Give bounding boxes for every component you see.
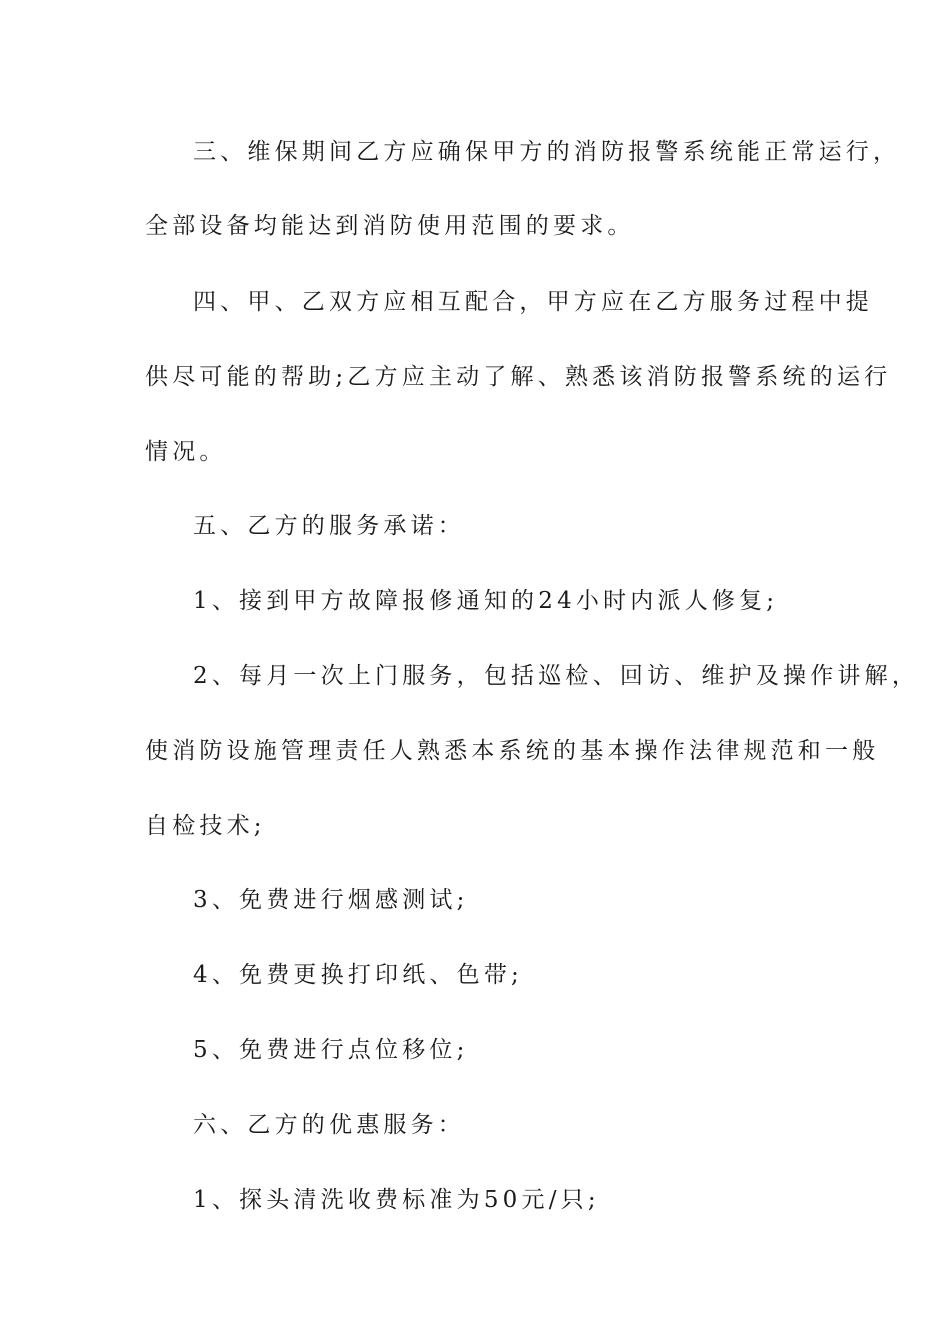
list-item-4: 4、免费更换打印纸、色带; — [193, 962, 523, 988]
list-item-3: 3、免费进行烟感测试; — [193, 887, 469, 913]
section-6-heading: 六、乙方的优惠服务： — [193, 1112, 465, 1138]
paragraph-3-line-2: 全部设备均能达到消防使用范围的要求。 — [145, 213, 635, 239]
list-item-5: 5、免费进行点位移位; — [193, 1037, 469, 1063]
list-item-1: 1、接到甲方故障报修通知的24小时内派人修复; — [193, 588, 779, 614]
paragraph-3-line-1: 三、维保期间乙方应确保甲方的消防报警系统能正常运行， — [193, 139, 901, 165]
list-item-2-line-1: 2、每月一次上门服务，包括巡检、回访、维护及操作讲解， — [193, 663, 920, 689]
paragraph-4-line-2: 供尽可能的帮助;乙方应主动了解、熟悉该消防报警系统的运行 — [145, 364, 892, 390]
paragraph-4-line-1: 四、甲、乙双方应相互配合，甲方应在乙方服务过程中提 — [193, 289, 873, 315]
discount-item-1: 1、探头清洗收费标准为50元/只; — [193, 1187, 600, 1213]
list-item-2-line-2: 使消防设施管理责任人熟悉本系统的基本操作法律规范和一般 — [145, 738, 880, 764]
section-5-heading: 五、乙方的服务承诺： — [193, 513, 465, 539]
paragraph-4-line-3: 情况。 — [145, 439, 227, 465]
list-item-2-line-3: 自检技术; — [145, 813, 266, 839]
